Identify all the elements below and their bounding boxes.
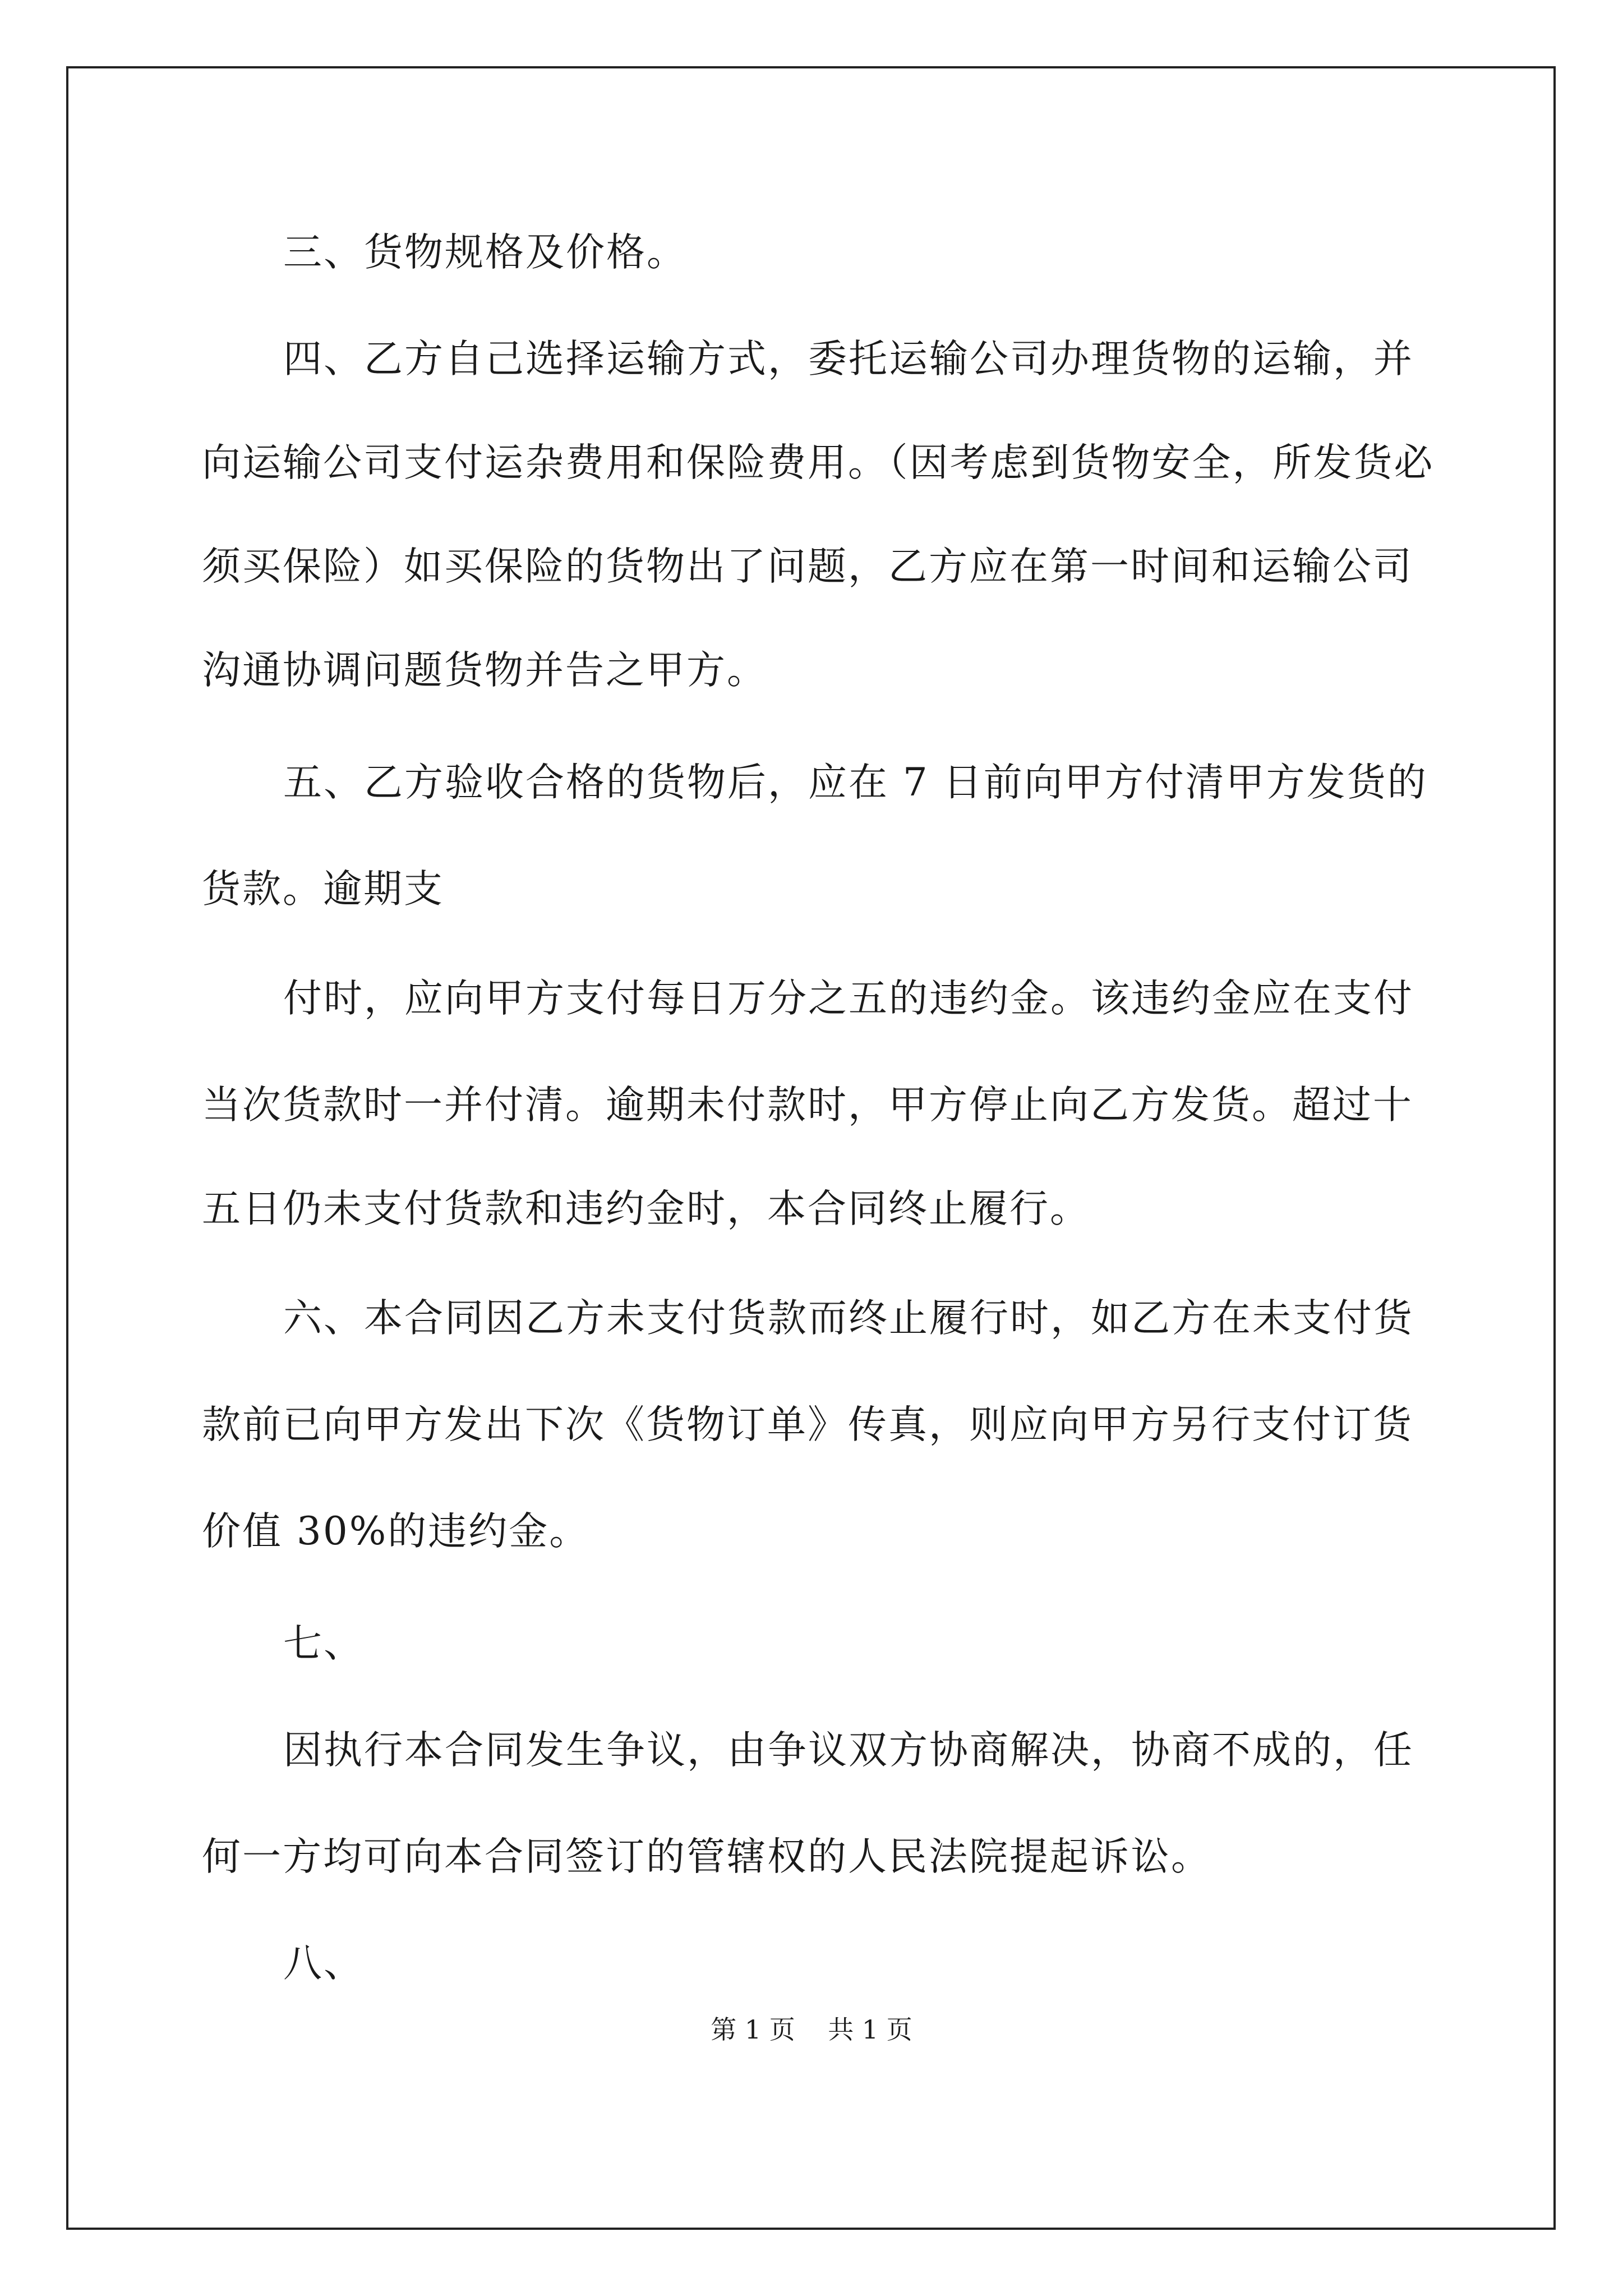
clause-5-line-4: 当次货款时一并付清。逾期未付款时，甲方停止向乙方发货。超过十 bbox=[202, 1083, 1413, 1128]
clause-3-heading: 三、货物规格及价格。 bbox=[283, 230, 687, 275]
clause-7-line-1: 因执行本合同发生争议，由争议双方协商解决，协商不成的，任 bbox=[283, 1728, 1414, 1773]
clause-5-line-2: 货款。逾期支 bbox=[202, 867, 444, 912]
clause-4-line-3: 须买保险）如买保险的货物出了问题，乙方应在第一时间和运输公司 bbox=[202, 544, 1413, 589]
clause-8-heading: 八、 bbox=[283, 1941, 364, 1986]
clause-7-line-2: 何一方均可向本合同签订的管辖权的人民法院提起诉讼。 bbox=[202, 1834, 1211, 1879]
clause-5-line-5: 五日仍未支付货款和违约金时，本合同终止履行。 bbox=[202, 1186, 1090, 1231]
clause-4-line-2: 向运输公司支付运杂费用和保险费用。（因考虑到货物安全，所发货必 bbox=[202, 440, 1435, 485]
page-border bbox=[66, 66, 1556, 2230]
clause-4-line-1: 四、乙方自己选择运输方式，委托运输公司办理货物的运输，并 bbox=[283, 337, 1414, 381]
page-footer: 第 1 页 共 1 页 bbox=[711, 2014, 912, 2045]
clause-5-line-1: 五、乙方验收合格的货物后，应在 7 日前向甲方付清甲方发货的 bbox=[283, 760, 1428, 805]
clause-6-line-2: 款前已向甲方发出下次《货物订单》传真，则应向甲方另行支付订货 bbox=[202, 1402, 1413, 1447]
clause-6-line-1: 六、本合同因乙方未支付货款而终止履行时，如乙方在未支付货 bbox=[283, 1296, 1414, 1341]
clause-7-heading: 七、 bbox=[283, 1621, 364, 1666]
clause-4-line-4: 沟通协调问题货物并告之甲方。 bbox=[202, 648, 767, 693]
clause-6-line-3: 价值 30%的违约金。 bbox=[202, 1509, 590, 1554]
clause-5-line-3: 付时，应向甲方支付每日万分之五的违约金。该违约金应在支付 bbox=[283, 976, 1414, 1021]
